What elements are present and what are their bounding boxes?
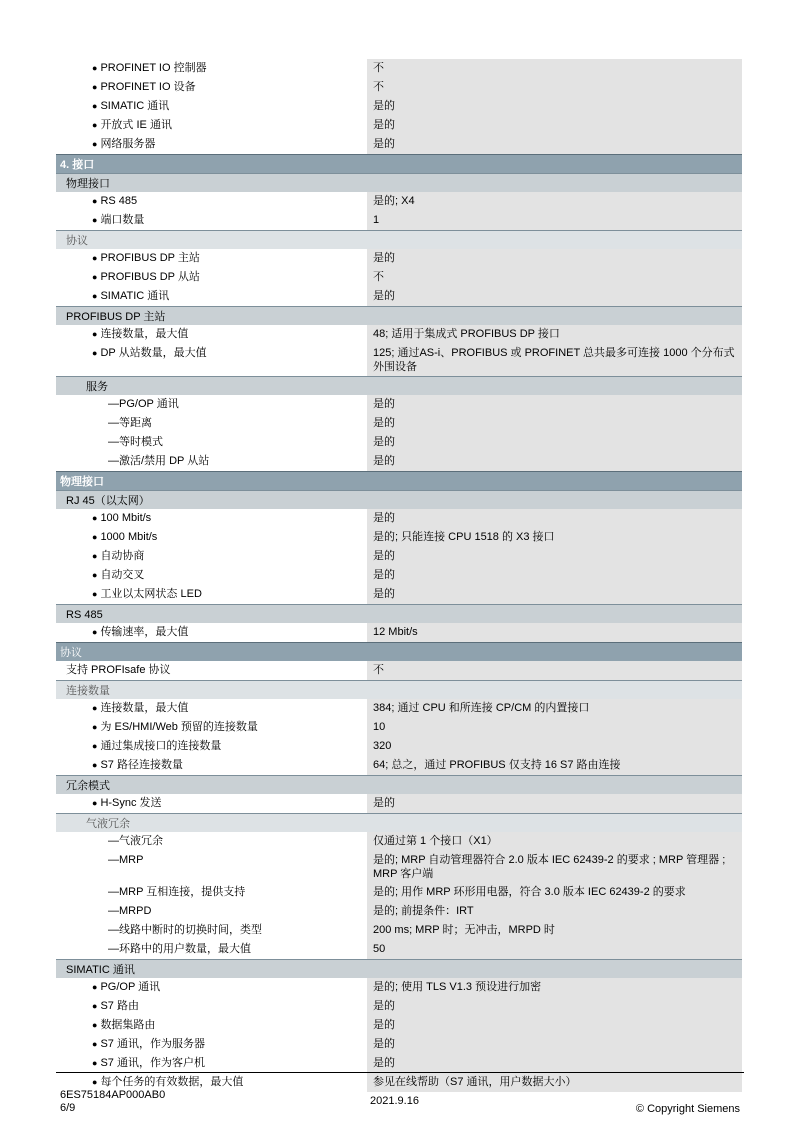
spec-row: [56, 452, 742, 471]
spec-label: [56, 509, 367, 528]
spec-row: [56, 135, 742, 154]
spec-label: [56, 921, 367, 940]
subsection-header: 冗余模式: [56, 775, 742, 794]
spec-label-text: ● H-Sync 发送: [92, 797, 162, 809]
spec-value: 不: [367, 59, 742, 78]
spec-row: [56, 395, 742, 414]
spec-value: 是的: [367, 452, 742, 471]
spec-label-text: ● S7 通讯，作为客户机: [92, 1057, 205, 1069]
spec-value: 是的; 使用 TLS V1.3 预设进行加密: [367, 978, 742, 997]
spec-row: [56, 287, 742, 306]
spec-label-text: — MRPD: [108, 905, 151, 917]
spec-value: 48; 适用于集成式 PROFIBUS DP 接口: [367, 325, 742, 344]
spec-label: [56, 268, 367, 287]
spec-row: [56, 718, 742, 737]
spec-label-text: ● S7 路由: [92, 1000, 139, 1012]
spec-label: [56, 344, 367, 376]
spec-row: [56, 547, 742, 566]
spec-label: [56, 97, 367, 116]
spec-row: [56, 78, 742, 97]
spec-value: 是的: [367, 249, 742, 268]
spec-label: [56, 547, 367, 566]
spec-label-text: — 气液冗余: [108, 835, 163, 847]
spec-value: 12 Mbit/s: [367, 623, 742, 642]
spec-value: 不: [367, 78, 742, 97]
spec-row: [56, 623, 742, 642]
subsection-header: 协议: [56, 230, 742, 249]
spec-row: [56, 97, 742, 116]
spec-row: [56, 832, 742, 851]
spec-value: 是的; 只能连接 CPU 1518 的 X3 接口: [367, 528, 742, 547]
spec-row: [56, 921, 742, 940]
spec-value: 1: [367, 211, 742, 230]
spec-value: 10: [367, 718, 742, 737]
subsection-header: 服务: [56, 376, 742, 395]
spec-label: [56, 832, 367, 851]
spec-label-text: ● 连接数量，最大值: [92, 328, 188, 340]
spec-label-text: — PG/OP 通讯: [108, 398, 179, 410]
spec-value: 是的: [367, 433, 742, 452]
spec-label: [56, 325, 367, 344]
spec-label: [56, 623, 367, 642]
spec-value: 50: [367, 940, 742, 959]
spec-label-text: ● 开放式 IE 通讯: [92, 119, 172, 131]
spec-row: [56, 661, 742, 680]
spec-row: [56, 566, 742, 585]
spec-label: [56, 940, 367, 959]
spec-value: 是的: [367, 1016, 742, 1035]
spec-label: [56, 116, 367, 135]
spec-row: [56, 883, 742, 902]
spec-label-text: ● S7 通讯，作为服务器: [92, 1038, 205, 1050]
spec-label: [56, 851, 367, 883]
spec-label-text: ● 端口数量: [92, 214, 144, 226]
spec-value: 是的; X4: [367, 192, 742, 211]
spec-value: 320: [367, 737, 742, 756]
spec-row: [56, 737, 742, 756]
spec-value: 是的: [367, 414, 742, 433]
spec-value: 参见在线帮助（S7 通讯，用户数据大小）: [367, 1073, 742, 1092]
spec-label: [56, 1054, 367, 1073]
section-header: 4. 接口: [56, 154, 742, 173]
spec-label-text: ● 连接数量，最大值: [92, 702, 188, 714]
spec-row: [56, 1054, 742, 1073]
spec-row: [56, 1035, 742, 1054]
spec-row: [56, 699, 742, 718]
spec-label-text: ● RS 485: [92, 195, 137, 207]
subsection-header: 气液冗余: [56, 813, 742, 832]
spec-label: [56, 737, 367, 756]
spec-label-text: ● PROFIBUS DP 从站: [92, 271, 200, 283]
spec-label-text: — 激活/禁用 DP 从站: [108, 455, 209, 467]
spec-label: [56, 395, 367, 414]
spec-label-text: ● 100 Mbit/s: [92, 512, 151, 524]
spec-row: [56, 414, 742, 433]
spec-value: 是的; 用作 MRP 环形用电器，符合 3.0 版本 IEC 62439-2 的要求: [367, 883, 742, 902]
spec-label-text: — 等时模式: [108, 436, 163, 448]
spec-label-text: ● 1000 Mbit/s: [92, 531, 157, 543]
spec-label: [56, 1016, 367, 1035]
footer-copyright: © Copyright Siemens: [635, 1103, 740, 1115]
spec-value: 是的: [367, 794, 742, 813]
spec-value: 是的: [367, 547, 742, 566]
spec-row: [56, 902, 742, 921]
spec-row: [56, 325, 742, 344]
spec-value: 是的: [367, 509, 742, 528]
spec-value: 不: [367, 268, 742, 287]
spec-value: 是的: [367, 395, 742, 414]
spec-label-text: — 等距离: [108, 417, 152, 429]
footer-left: [60, 1089, 165, 1115]
spec-value: 64; 总之，通过 PROFIBUS 仅支持 16 S7 路由连接: [367, 756, 742, 775]
spec-value: 是的: [367, 1054, 742, 1073]
spec-label-text: ● 工业以太网状态 LED: [92, 588, 202, 600]
spec-value: 是的; MRP 自动管理器符合 2.0 版本 IEC 62439-2 的要求 ; MRP 管理器 ; MRP 客户端: [367, 851, 742, 883]
spec-label-text: — MRP 互相连接，提供支持: [108, 886, 245, 898]
spec-label: [56, 756, 367, 775]
spec-label: [56, 978, 367, 997]
spec-label: [56, 566, 367, 585]
spec-value: 384; 通过 CPU 和所连接 CP/CM 的内置接口: [367, 699, 742, 718]
spec-label-text: — 线路中断时的切换时间，类型: [108, 924, 262, 936]
spec-label: [56, 883, 367, 902]
subsection-header: RS 485: [56, 604, 742, 623]
spec-value: 200 ms; MRP 时；无冲击，MRPD 时: [367, 921, 742, 940]
spec-label-text: — MRP: [108, 854, 143, 866]
article-number: 6ES75184AP000AB0: [60, 1089, 166, 1101]
spec-row: [56, 211, 742, 230]
spec-row: [56, 585, 742, 604]
spec-label-text: — 环路中的用户数量，最大值: [108, 943, 251, 955]
spec-row: [56, 978, 742, 997]
spec-value: 是的: [367, 97, 742, 116]
spec-row: [56, 59, 742, 78]
spec-label-text: ● PROFIBUS DP 主站: [92, 252, 200, 264]
spec-label: [56, 699, 367, 718]
spec-label: [56, 211, 367, 230]
spec-value: 是的: [367, 135, 742, 154]
spec-value: 125; 通过AS-i、PROFIBUS 或 PROFINET 总共最多可连接 1000 个分布式外围设备: [367, 344, 742, 376]
spec-label: [56, 452, 367, 471]
spec-label: [56, 794, 367, 813]
spec-label: [56, 78, 367, 97]
spec-value: 是的; 前提条件：IRT: [367, 902, 742, 921]
spec-value: 是的: [367, 566, 742, 585]
subsection-header: 物理接口: [56, 173, 742, 192]
spec-label-text: ● 数据集路由: [92, 1019, 155, 1031]
spec-label-text: ● 为 ES/HMI/Web 预留的连接数量: [92, 721, 258, 733]
datasheet-table: [56, 59, 742, 1092]
spec-label-text: ● 通过集成接口的连接数量: [92, 740, 221, 752]
spec-row: [56, 192, 742, 211]
spec-label-text: ● 网络服务器: [92, 138, 155, 150]
section-header: 协议: [56, 642, 742, 661]
spec-row: [56, 997, 742, 1016]
spec-value: 是的: [367, 1035, 742, 1054]
spec-label: [56, 135, 367, 154]
spec-row: [56, 116, 742, 135]
spec-label-text: ● S7 路径连接数量: [92, 759, 183, 771]
page-number: 6/9: [60, 1102, 76, 1114]
spec-label: [56, 249, 367, 268]
spec-row: [56, 509, 742, 528]
spec-value: 是的: [367, 116, 742, 135]
spec-label: [56, 718, 367, 737]
spec-row: [56, 794, 742, 813]
spec-row: [56, 433, 742, 452]
subsection-header: SIMATIC 通讯: [56, 959, 742, 978]
spec-label-text: ● PROFINET IO 设备: [92, 81, 196, 93]
spec-value: 不: [367, 661, 742, 680]
spec-label: [56, 661, 367, 680]
spec-label: [56, 414, 367, 433]
spec-label: [56, 902, 367, 921]
spec-label-text: ● 每个任务的有效数据，最大值: [92, 1076, 243, 1088]
section-header: 物理接口: [56, 471, 742, 490]
spec-label: [56, 192, 367, 211]
spec-label-text: ● DP 从站数量，最大值: [92, 347, 207, 359]
spec-label-text: ● 自动协商: [92, 550, 144, 562]
spec-row: [56, 1016, 742, 1035]
spec-label: [56, 1035, 367, 1054]
spec-value: 是的: [367, 997, 742, 1016]
spec-row: [56, 940, 742, 959]
spec-row: [56, 851, 742, 883]
subsection-header: RJ 45（以太网）: [56, 490, 742, 509]
spec-value: 是的: [367, 287, 742, 306]
spec-label: [56, 287, 367, 306]
spec-row: [56, 268, 742, 287]
subsection-header: 连接数量: [56, 680, 742, 699]
footer-date: 2021.9.16: [370, 1095, 419, 1107]
spec-value: 是的: [367, 585, 742, 604]
spec-label-text: ● 传输速率，最大值: [92, 626, 188, 638]
spec-row: [56, 756, 742, 775]
subsection-header: PROFIBUS DP 主站: [56, 306, 742, 325]
spec-label-text: ● 自动交叉: [92, 569, 144, 581]
spec-label: [56, 433, 367, 452]
spec-label: [56, 585, 367, 604]
spec-row: [56, 344, 742, 376]
spec-label-text: ● PROFINET IO 控制器: [92, 62, 207, 74]
spec-label-text: ● SIMATIC 通讯: [92, 100, 169, 112]
spec-label: [56, 528, 367, 547]
spec-label-text: ● SIMATIC 通讯: [92, 290, 169, 302]
spec-label: [56, 997, 367, 1016]
spec-value: 仅通过第 1 个接口（X1）: [367, 832, 742, 851]
spec-label-text: ● PG/OP 通讯: [92, 981, 160, 993]
spec-label: [56, 59, 367, 78]
spec-label-text: 支持 PROFIsafe 协议: [66, 664, 171, 676]
spec-row: [56, 528, 742, 547]
spec-row: [56, 249, 742, 268]
